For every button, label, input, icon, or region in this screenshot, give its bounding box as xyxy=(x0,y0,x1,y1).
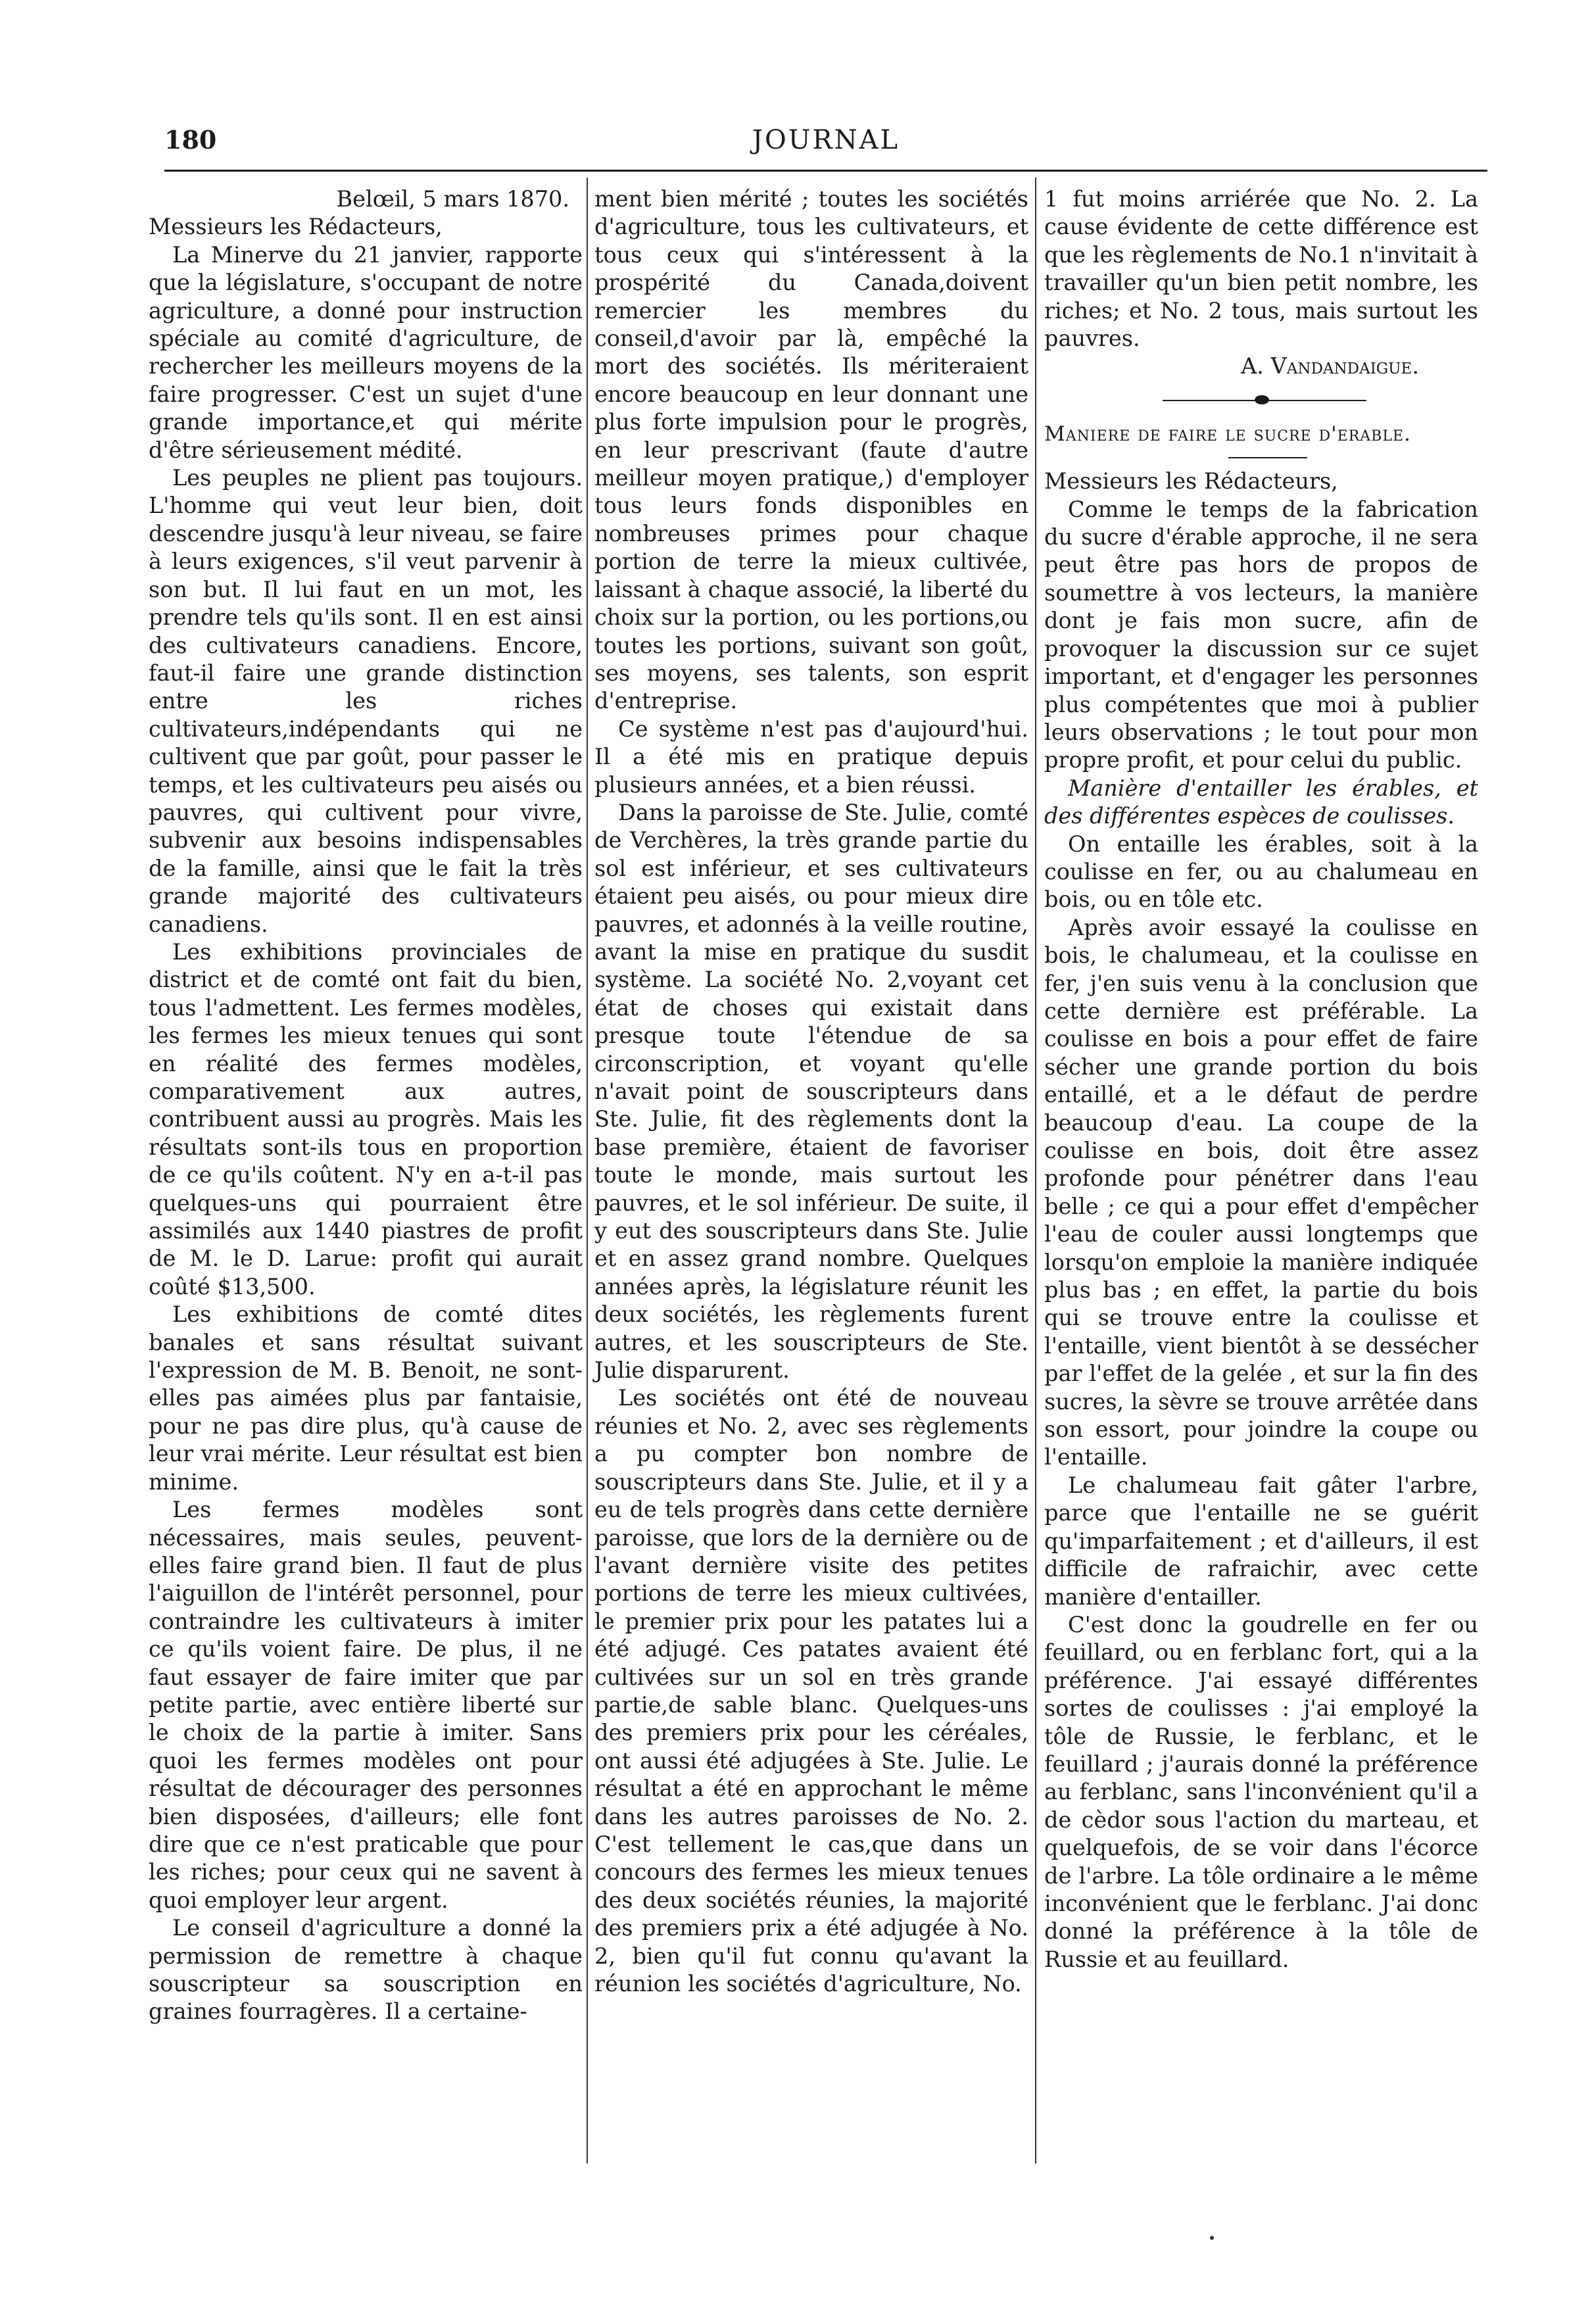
paragraph: Comme le temps de la fabrication du sucre d'érable approche, il ne sera peut être pas hors de propos de soumettre à vos lecteurs, la manière dont je fais mon sucre, afin de provoquer la discussion sur ce sujet important, et d'engager les personnes plus compétentes que moi à publier leurs observations ; le tout pour mon propre profit, et pour celui du public. xyxy=(1044,496,1478,773)
paragraph: Les sociétés ont été de nouveau réunies et No. 2, avec ses règlements a pu compter bon nombre de souscripteurs dans Ste. Julie, et il y a eu de tels progrès dans cette dernière paroisse, que lors de la dernière ou de l'avant dernière visite des petites portions de terre les mieux cultivées, le premier prix pour les patates lui a été adjugé. Ces patates avaient été cultivées sur un sol en très grande partie,de sable blanc. Quelques-uns des premiers prix pour les céréales, ont aussi été adjugées à Ste. Julie. Le résultat a été en approchant le même dans les autres paroisses de No. 2. C'est tellement le cas,que dans un concours des fermes les mieux tenues des deux sociétés réunies, la majorité des premiers prix a été adjugée à No. 2, bien qu'il fut connu qu'avant la réunion les sociétés d'agriculture, No. xyxy=(594,1385,1028,1997)
paragraph: La Minerve du 21 janvier, rapporte que la législature, s'occupant de notre agriculture, a donné pour instruction spéciale au comité d'agriculture, de rechercher les meilleurs moyens de la faire progresser. C'est un sujet d'une grande importance,et qui mérite d'être sérieusement médité. xyxy=(149,241,583,463)
paragraph: C'est donc la goudrelle en fer ou feuillard, ou en ferblanc fort, qui a la préférence. J'ai essayé différentes sortes de coulisses : j'ai employé la tôle de Russie, le ferblanc, et le feuillard ; j'aurais donné la préférence au ferblanc, sans l'inconvénient qu'il a de cèdor sous l'action du marteau, et quelquefois, de se voir dans l'écorce de l'arbre. La tôle ordinaire a le même inconvénient que le ferblanc. J'ai donc donné la préférence à la tôle de Russie et au feuillard. xyxy=(1044,1611,1478,1972)
paragraph: Les exhibitions de comté dites banales et sans résultat suivant l'expression de M. B. Benoit, ne sont-elles pas aimées plus par fantaisie, pour ne pas dire plus, qu'à cause de leur vrai mérite. Leur résultat est bien minime. xyxy=(149,1301,583,1495)
header-rule xyxy=(164,170,1487,172)
running-head: JOURNAL xyxy=(752,125,900,155)
column-divider xyxy=(1035,178,1036,2164)
paragraph: Les peuples ne plient pas toujours. L'homme qui veut leur bien, doit descendre jusqu'à leur niveau, se faire à leurs exigences, s'il veut parvenir à son but. Il lui faut en un mot, les prendre tels qu'ils sont. Il en est ainsi des cultivateurs canadiens. Encore, faut-il faire une grande distinction entre les riches cultivateurs,indépendants qui ne cultivent que par goût, pour passer le temps, et les cultivateurs peu aisés ou pauvres, qui cultivent pour vivre, subvenir aux besoins indispensables de la famille, ainsi que le fait la très grande majorité des cultivateurs canadiens. xyxy=(149,465,583,937)
paragraph: Les exhibitions provinciales de district et de comté ont fait du bien, tous l'admettent. Les fermes modèles, les fermes les mieux tenues qui sont en réalité des fermes modèles, comparativement aux autres, contribuent aussi au progrès. Mais les résultats sont-ils tous en proportion de ce qu'ils coûtent. N'y en a-t-il pas quelques-uns qui pourraient être assimilés aux 1440 piastres de profit de M. le D. Larue: profit qui aurait coûté $13,500. xyxy=(149,938,583,1299)
column-divider xyxy=(587,178,588,2164)
paragraph: Les fermes modèles sont nécessaires, mais seules, peuvent-elles faire grand bien. Il faut de plus l'aiguillon de l'intérêt personnel, pour contraindre les cultivateurs à imiter ce qu'ils voient faire. De plus, il ne faut essayer de faire imiter que par petite partie, avec entière liberté sur le choix de la partie à imiter. Sans quoi les fermes modèles ont pour résultat de décourager des personnes bien disposées, d'ailleurs; elle font dire que ce n'est praticable que pour les riches; pour ceux qui ne savent à quoi employer leur argent. xyxy=(149,1497,583,1913)
column-1 xyxy=(149,185,583,2026)
paragraph: On entaille les érables, soit à la coulisse en fer, ou au chalumeau en bois, ou en tôle etc. xyxy=(1044,831,1478,913)
section-title: Maniere de faire le sucre d'erable. xyxy=(1044,422,1411,446)
column-2 xyxy=(594,185,1028,1998)
column-3 xyxy=(1044,185,1478,1973)
paragraph: Le conseil d'agriculture a donné la permission de remettre à chaque souscripteur sa souscription en graines fourragères. Il a certaine- xyxy=(149,1915,583,2025)
title-rule xyxy=(1044,448,1478,468)
letter-signature: A. Vandandaigue. xyxy=(1241,353,1419,379)
page-header xyxy=(164,125,1487,164)
subheading: Manière d'entailler les érables, et des différentes espèces de coulisses. xyxy=(1044,775,1478,829)
letter-salutation: Messieurs les Rédacteurs, xyxy=(149,214,443,240)
paragraph: Le chalumeau fait gâter l'arbre, parce que l'entaille ne se guérit qu'imparfaitement ; et d'ailleurs, il est difficile de rafraichir, avec cette manière d'entailler. xyxy=(1044,1472,1478,1610)
ink-speck xyxy=(1210,2236,1214,2240)
continued-paragraph: ment bien mérité ; toutes les sociétés d'agriculture, tous les cultivateurs, et tous ceux qui s'intéressent à la prospérité du Canada,doivent remercier les membres du conseil,d'avoir par là, empêché la mort des sociétés. Ils mériteraient encore beaucoup en leur donnant une plus forte impulsion pour le progrès, en leur prescrivant (faute d'autre meilleur moyen pratique,) d'employer tous leurs fonds disponibles en nombreuses primes pour chaque portion de terre la mieux cultivée, laissant à chaque associé, la liberté du choix sur la portion, ou les portions,ou toutes les portions, suivant son goût, ses moyens, ses talents, son esprit d'entreprise. xyxy=(594,186,1028,714)
letter-salutation: Messieurs les Rédacteurs, xyxy=(1044,468,1338,495)
letter-dateline: Belœil, 5 mars 1870. xyxy=(336,186,569,212)
paragraph: Après avoir essayé la coulisse en bois, le chalumeau, et la coulisse en fer, j'en suis venu à la conclusion que cette dernière est préférable. La coulisse en bois a pour effet de faire sécher une grande portion du bois entaillé, et a le défaut de perdre beaucoup d'eau. La coupe de la coulisse en bois, doit être assez profonde pour pénétrer dans l'eau belle ; ce qui a pour effet d'empêcher l'eau de couler aussi longtemps que lorsqu'on emploie la manière indiquée plus bas ; en effet, la partie du bois qui se trouve entre la coulisse et l'entaille, vient bientôt à se dessécher par l'effet de la gelée , et sur la fin des sucres, la sèvre se trouve arrêtée dans son essort, pour joindre la coupe ou l'entaille. xyxy=(1044,914,1478,1470)
section-ornament xyxy=(1044,381,1478,420)
continued-paragraph: 1 fut moins arriérée que No. 2. La cause évidente de cette différence est que les règlements de No.1 n'invitait à travailler qu'un bien petit nombre, les riches; et No. 2 tous, mais surtout les pauvres. xyxy=(1044,186,1478,352)
paragraph: Dans la paroisse de Ste. Julie, comté de Verchères, la très grande partie du sol est inférieur, et ses cultivateurs étaient peu aisés, ou pour mieux dire pauvres, et adonnés à la veille routine, avant la mise en pratique du susdit système. La société No. 2,voyant cet état de choses qui existait dans presque toute l'étendue de sa circonscription, et voyant qu'elle n'avait point de souscripteurs dans Ste. Julie, fit des règlements dont la base première, étaient de favoriser toute le monde, mais surtout les pauvres, et le sol inférieur. De suite, il y eut des souscripteurs dans Ste. Julie et en assez grand nombre. Quelques années après, la législature réunit les deux sociétés, les règlements furent autres, et les souscripteurs de Ste. Julie disparurent. xyxy=(594,799,1028,1384)
paragraph: Ce système n'est pas d'aujourd'hui. Il a été mis en pratique depuis plusieurs années, et a bien réussi. xyxy=(594,715,1028,798)
page-number: 180 xyxy=(164,125,217,155)
